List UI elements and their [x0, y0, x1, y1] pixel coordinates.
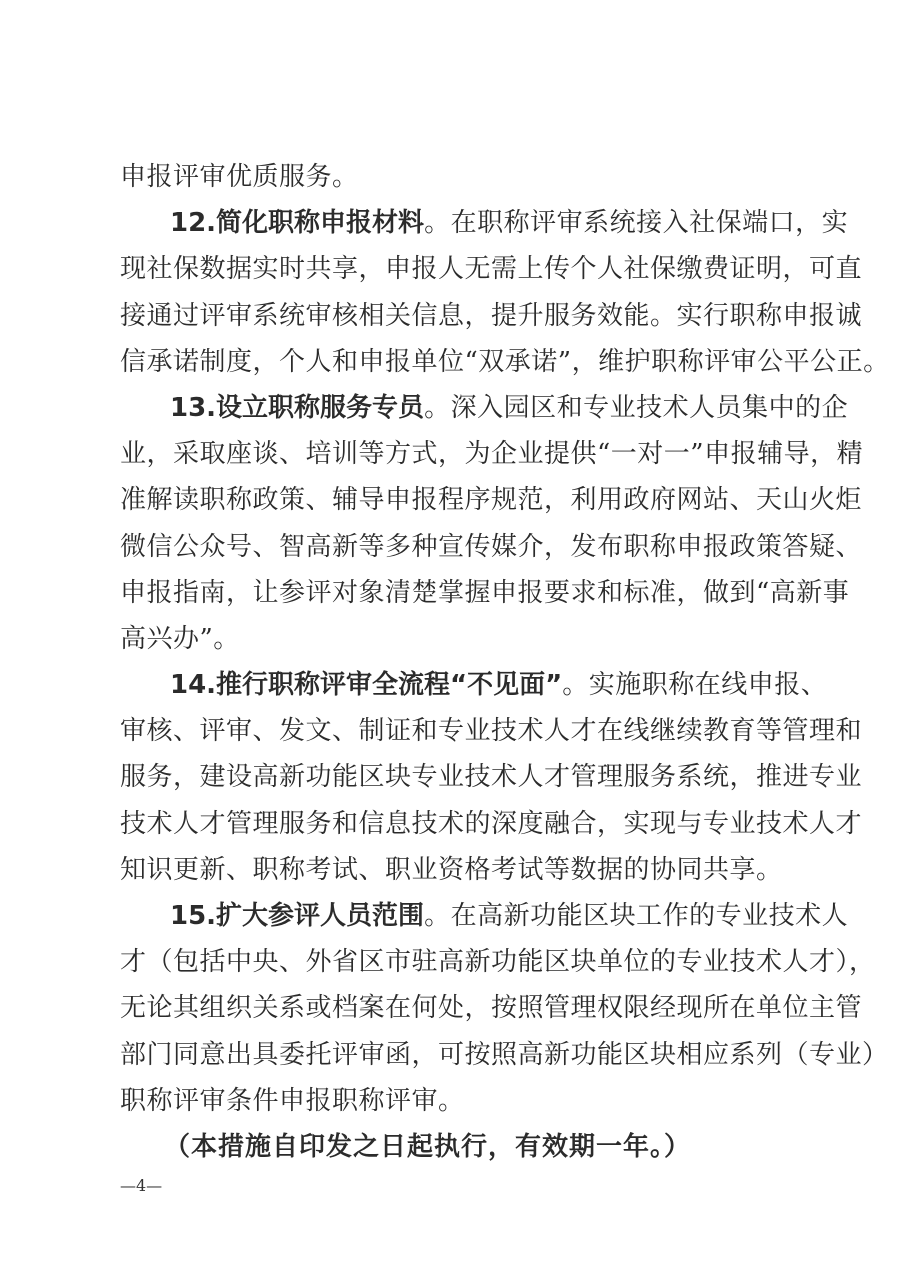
paragraph-text: 。在高新功能区块工作的专业技术人	[424, 901, 849, 931]
paragraph-text: 。在职称评审系统接入社保端口，实	[424, 208, 849, 239]
paragraph-line: 无论其组织关系或档案在何处，按照管理权限经现所在单位主管	[120, 993, 863, 1024]
paragraph-line: 微信公众号、智高新等多种宣传媒介，发布职称申报政策答疑、	[120, 531, 863, 562]
paragraph-line: 审核、评审、发文、制证和专业技术人才在线继续教育等管理和	[120, 716, 863, 747]
paragraph-line: 现社保数据实时共享，申报人无需上传个人社保缴费证明，可直	[120, 254, 863, 285]
paragraph-text: 。实施职称在线申报、	[562, 670, 828, 701]
paragraph-line: 申报指南，让参评对象清楚掌握申报要求和标准，做到“高新事	[120, 577, 850, 608]
section-14-heading-line	[120, 662, 828, 708]
paragraph-line: 部门同意出具委托评审函，可按照高新功能区块相应系列（专业）	[120, 1039, 889, 1070]
section-13-title: 13.设立职称服务专员	[170, 392, 425, 423]
section-12-title: 12.简化职称申报材料	[170, 208, 425, 239]
paragraph-line: 职称评审条件申报职称评审。	[120, 1085, 465, 1116]
section-15-heading-line	[120, 893, 849, 939]
paragraph-text: 。深入园区和专业技术人员集中的企	[424, 392, 849, 423]
section-12-heading-line	[120, 200, 849, 246]
paragraph-line: 信承诺制度，个人和申报单位“双承诺”，维护职称评审公平公正。	[120, 346, 890, 377]
paragraph-line: 申报评审优质服务。	[120, 162, 359, 192]
paragraph-line: 知识更新、职称考试、职业资格考试等数据的协同共享。	[120, 854, 783, 885]
paragraph-line: 接通过评审系统审核相关信息，提升服务效能。实行职称申报诚	[120, 300, 863, 331]
paragraph-line: 准解读职称政策、辅导申报程序规范，利用政府网站、天山火炬	[120, 485, 863, 516]
section-14-title: 14.推行职称评审全流程“不见面”	[170, 670, 563, 701]
paragraph-line: 服务，建设高新功能区块专业技术人才管理服务系统，推进专业	[120, 762, 863, 793]
closing-note: （本措施自印发之日起执行，有效期一年。）	[164, 1131, 692, 1162]
paragraph-line: 业，采取座谈、培训等方式，为企业提供“一对一”申报辅导，精	[120, 439, 864, 470]
section-13-heading-line	[120, 385, 849, 431]
document-body	[120, 154, 890, 1170]
section-15-title: 15.扩大参评人员范围	[170, 901, 425, 931]
paragraph-line: 高兴办”。	[120, 623, 240, 654]
paragraph-line: 技术人才管理服务和信息技术的深度融合，实现与专业技术人才	[120, 808, 863, 839]
paragraph-line: 才（包括中央、外省区市驻高新功能区块单位的专业技术人才），	[120, 947, 876, 978]
page-number: —4—	[120, 1176, 163, 1195]
